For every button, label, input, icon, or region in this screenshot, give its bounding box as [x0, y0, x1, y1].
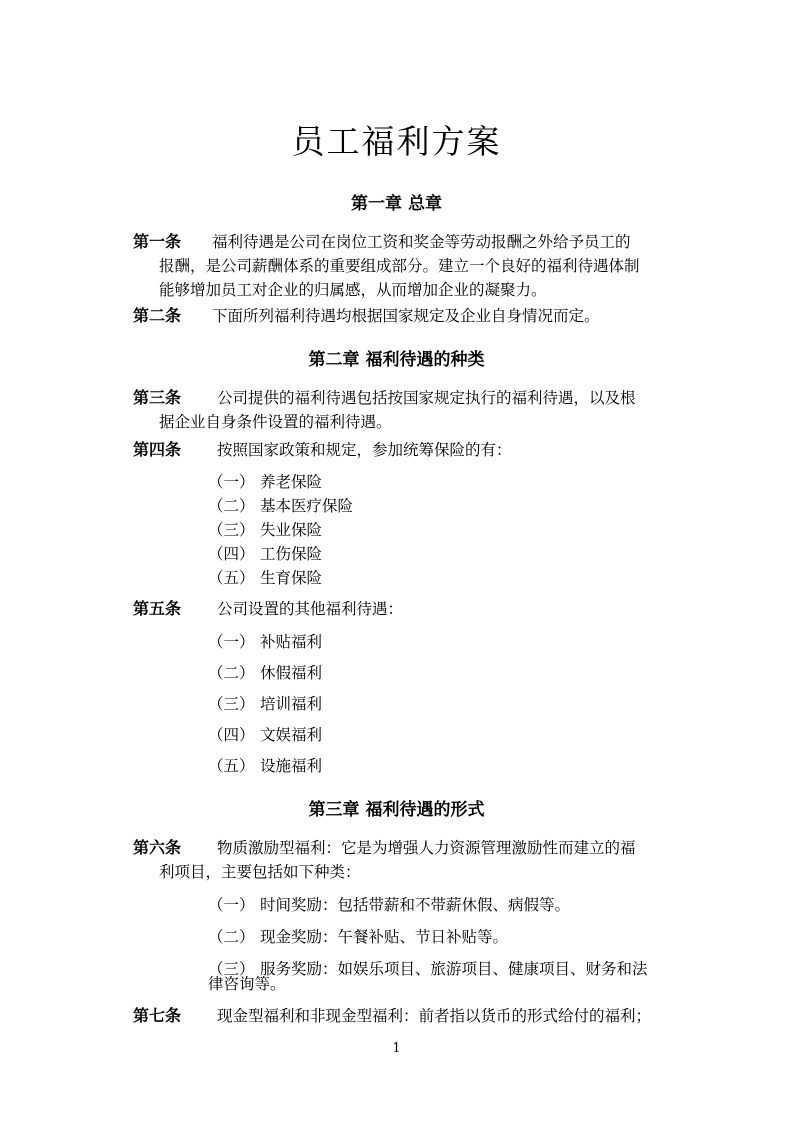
article-label: 第一条 [133, 232, 182, 251]
article-text-line: 报酬，是公司薪酬体系的重要组成部分。建立一个良好的福利待遇体制 [159, 257, 640, 275]
list-item [208, 658, 322, 689]
article-text-line: 按照国家政策和规定，参加统筹保险的有： [217, 441, 512, 459]
article-text-line: 公司设置的其他福利待遇： [217, 600, 404, 618]
list-item-number: （一） [208, 896, 255, 914]
list-item [208, 566, 353, 590]
list-item-number: （一） [208, 473, 255, 491]
list-item-number: （一） [208, 633, 255, 651]
chapter-heading: 第二章 福利待遇的种类 [308, 350, 485, 370]
chapter-heading: 第三章 福利待遇的形式 [308, 800, 485, 820]
list-item-text: 生育保险 [260, 569, 323, 587]
article-text-line: 下面所列福利待遇均根据国家规定及企业自身情况而定。 [212, 307, 600, 325]
article-text-line: 利项目，主要包括如下种类： [159, 863, 361, 881]
list-item-continuation: 律咨询等。 [208, 975, 286, 993]
list-item [208, 518, 353, 542]
article-text-line: 能够增加员工对企业的归属感，从而增加企业的凝聚力。 [159, 281, 547, 299]
list-item-text: 养老保险 [260, 473, 323, 491]
list-item-number: （二） [208, 497, 255, 515]
list-item-text: 设施福利 [260, 757, 323, 775]
list-item [208, 689, 322, 720]
list-item-text: 时间奖励：包括带薪和不带薪休假、病假等。 [260, 896, 571, 914]
article-text-line: 物质激励型福利：它是为增强人力资源管理激励性而建立的福 [217, 839, 636, 857]
list-item [208, 627, 322, 658]
list-item-text: 工伤保险 [260, 545, 323, 563]
list-item [208, 470, 353, 494]
article-label: 第七条 [133, 1006, 182, 1025]
reward-list [208, 889, 648, 985]
list-item-number: （三） [208, 521, 255, 539]
other-benefits-list [208, 627, 322, 782]
article-label: 第五条 [133, 599, 182, 618]
list-item-text: 失业保险 [260, 521, 323, 539]
list-item-text: 休假福利 [260, 664, 323, 682]
list-item-text: 基本医疗保险 [260, 497, 354, 515]
article-text-line: 现金型福利和非现金型福利：前者指以货币的形式给付的福利； [217, 1007, 652, 1025]
chapter-heading: 第一章 总章 [351, 194, 442, 214]
list-item-text: 文娱福利 [260, 726, 323, 744]
list-item [208, 921, 648, 953]
list-item-text: 服务奖励：如娱乐项目、旅游项目、健康项目、财务和法 [260, 960, 648, 978]
article-text-line: 据企业自身条件设置的福利待遇。 [159, 413, 392, 431]
list-item [208, 720, 322, 751]
article-text-line: 公司提供的福利待遇包括按国家规定执行的福利待遇，以及根 [217, 389, 636, 407]
list-item [208, 889, 648, 921]
list-item-text: 培训福利 [260, 695, 323, 713]
list-item-number: （五） [208, 569, 255, 587]
list-item-number: （四） [208, 726, 255, 744]
article-text-line: 福利待遇是公司在岗位工资和奖金等劳动报酬之外给予员工的 [212, 233, 631, 251]
list-item-number: （五） [208, 757, 255, 775]
list-item-text: 补贴福利 [260, 633, 323, 651]
list-item-number: （四） [208, 545, 255, 563]
list-item [208, 542, 353, 566]
list-item-number: （二） [208, 928, 255, 946]
article-label: 第六条 [133, 838, 182, 857]
list-item-number: （二） [208, 664, 255, 682]
list-item-number: （三） [208, 960, 255, 978]
list-item-number: （三） [208, 695, 255, 713]
insurance-list [208, 470, 353, 590]
article-label: 第三条 [133, 388, 182, 407]
article-label: 第二条 [133, 306, 182, 325]
list-item [208, 751, 322, 782]
document-title: 员工福利方案 [291, 122, 502, 161]
list-item-text: 现金奖励：午餐补贴、节日补贴等。 [260, 928, 509, 946]
list-item [208, 494, 353, 518]
article-label: 第四条 [133, 440, 182, 459]
page-number: 1 [392, 1041, 401, 1056]
